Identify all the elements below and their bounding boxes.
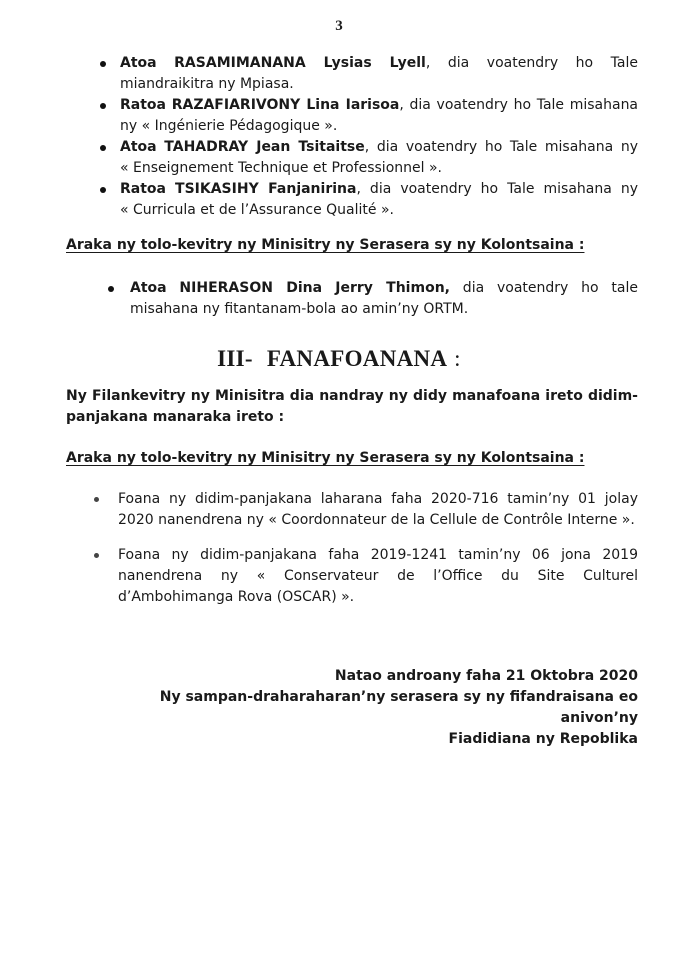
- appointments-list: [98, 53, 638, 221]
- bullet-icon: [100, 103, 106, 109]
- list-item-line: « Enseignement Technique et Professionnel ».: [120, 160, 442, 176]
- list-item-line: Atoa NIHERASON Dina Jerry Thimon, dia voatendry ho tale: [130, 280, 638, 296]
- bullet-icon: [100, 61, 106, 67]
- bullet-icon: [100, 187, 106, 193]
- bullet-icon: [94, 553, 99, 558]
- signature-office: Ny sampan-draharaharan’ny serasera sy ny fifandraisana eo anivon’ny: [159, 689, 638, 726]
- list-item-line: 2020 nanendrena ny « Coordonnateur de la Cellule de Contrôle Interne ».: [118, 512, 635, 528]
- list-item-line: Foana ny didim-panjakana faha 2019-1241 tamin’ny 06 jona 2019: [118, 547, 638, 563]
- ministry-heading: Araka ny tolo-kevitry ny Minisitry ny Serasera sy ny Kolontsaina :: [66, 237, 585, 253]
- intro-line: Ny Filankevitry ny Minisitra dia nandray ny didy manafoana ireto didim-: [66, 388, 638, 404]
- list-item-line: Ratoa RAZAFIARIVONY Lina Iarisoa, dia voatendry ho Tale misahana: [120, 97, 639, 113]
- section-heading: FANAFOANANA: [266, 346, 447, 371]
- ortm-appointment-list: [106, 278, 638, 320]
- list-item: [98, 53, 638, 95]
- list-item-line: Ratoa TSIKASIHY Fanjanirina, dia voatendry ho Tale misahana ny: [120, 181, 638, 197]
- list-item-line: nanendrena ny « Conservateur de l’Office du Site Culturel: [118, 568, 638, 584]
- page-number: 3: [335, 18, 343, 34]
- list-item-line: Atoa RASAMIMANANA Lysias Lyell, dia voatendry ho Tale: [120, 55, 638, 71]
- list-item: [92, 545, 638, 608]
- signature-date: Natao androany faha 21 Oktobra 2020: [334, 668, 638, 684]
- list-item-line: Foana ny didim-panjakana laharana faha 2020-716 tamin’ny 01 jolay: [118, 491, 638, 507]
- intro-line: panjakana manaraka ireto :: [66, 409, 285, 425]
- list-item-line: ny « Ingénierie Pédagogique ».: [120, 118, 338, 134]
- bullet-icon: [108, 286, 114, 292]
- abrogations-list: [92, 489, 638, 608]
- intro-paragraph: [66, 386, 638, 428]
- list-item-line: Atoa TAHADRAY Jean Tsitaitse, dia voatendry ho Tale misahana ny: [120, 139, 639, 155]
- bullet-icon: [100, 145, 106, 151]
- list-item-line: « Curricula et de l’Assurance Qualité ».: [120, 202, 394, 218]
- signature-block: [80, 666, 638, 750]
- list-item: [98, 137, 638, 179]
- list-item: [98, 95, 638, 137]
- section-number: III-: [217, 346, 253, 371]
- signature-presidency: Fiadidiana ny Repoblika: [448, 731, 638, 747]
- bullet-icon: [94, 497, 99, 502]
- section-colon: :: [454, 346, 461, 371]
- list-item-line: miandraikitra ny Mpiasa.: [120, 76, 294, 92]
- list-item: [106, 278, 638, 320]
- list-item-line: d’Ambohimanga Rova (OSCAR) ».: [118, 589, 355, 605]
- list-item: [92, 489, 638, 531]
- list-item: [98, 179, 638, 221]
- ministry-heading-2: Araka ny tolo-kevitry ny Minisitry ny Serasera sy ny Kolontsaina :: [66, 450, 585, 466]
- list-item-line: misahana ny fitantanam-bola ao amin’ny ORTM.: [130, 301, 469, 317]
- section-title: [0, 346, 678, 372]
